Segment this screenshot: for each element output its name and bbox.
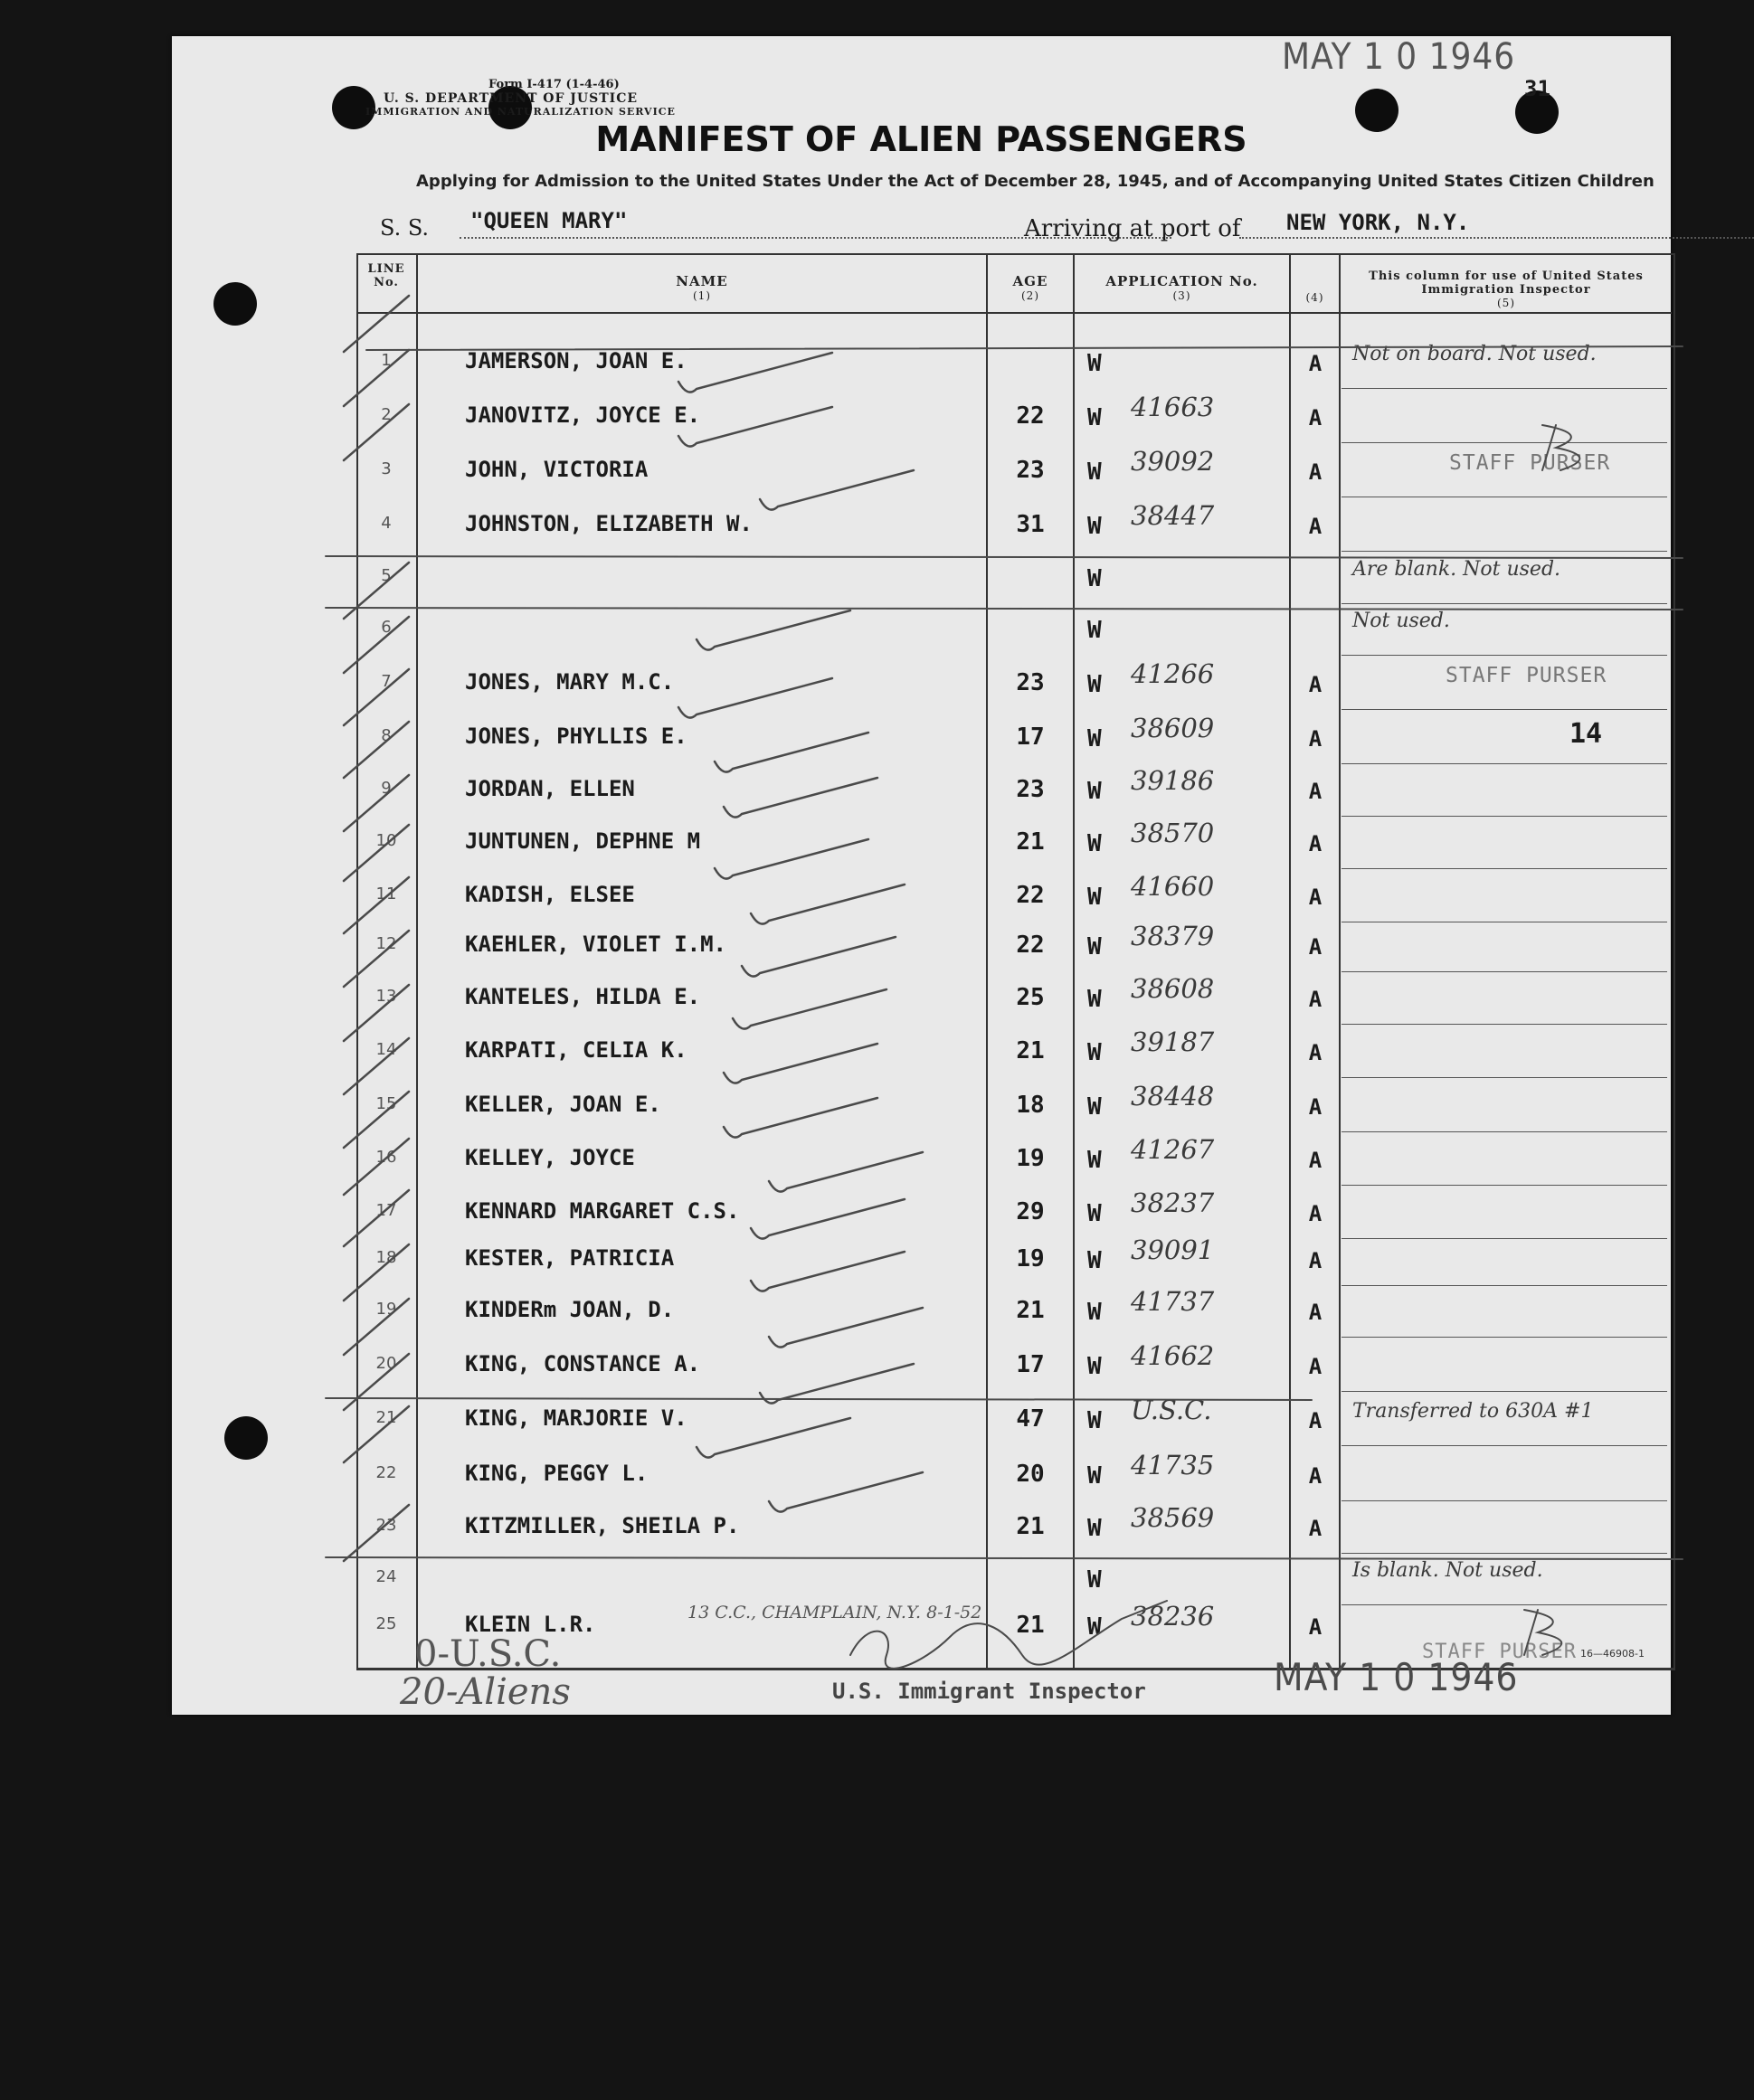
line-number: 25	[375, 1614, 397, 1633]
line-tick	[344, 722, 409, 778]
application-prefix: W	[1087, 617, 1102, 644]
application-number: 38379	[1131, 921, 1215, 951]
line-number: 23	[375, 1516, 397, 1535]
passenger-age: 23	[1016, 669, 1045, 696]
line-tick	[344, 775, 409, 831]
line-number: 21	[375, 1408, 397, 1427]
passenger-name: KESTER, PATRICIA	[465, 1245, 675, 1271]
application-number: 38609	[1131, 713, 1215, 743]
passenger-age: 22	[1016, 402, 1045, 430]
col-header-4: (4)	[1305, 291, 1324, 304]
application-prefix: W	[1087, 513, 1102, 540]
check-mark	[697, 1418, 850, 1458]
passenger-name: JAMERSON, JOAN E.	[465, 348, 687, 374]
date-stamp-bottom: MAY 1 0 1946	[1274, 1655, 1519, 1699]
application-number: 39091	[1131, 1234, 1215, 1265]
application-prefix: W	[1087, 933, 1102, 960]
line-number: 11	[375, 884, 397, 903]
line-tick	[344, 404, 409, 460]
inspector-label: U.S. Immigrant Inspector	[832, 1679, 1146, 1704]
strike-line	[366, 346, 1683, 350]
application-number: 38448	[1131, 1081, 1215, 1111]
passenger-age: 21	[1016, 1612, 1045, 1639]
line-number: 2	[381, 405, 392, 424]
line-number: 15	[375, 1094, 397, 1113]
passenger-name: KELLEY, JOYCE	[465, 1145, 635, 1170]
application-prefix: W	[1087, 1515, 1102, 1542]
status-code: A	[1308, 672, 1323, 697]
passenger-age: 19	[1016, 1145, 1045, 1172]
strike-line	[326, 556, 1683, 558]
check-mark	[733, 989, 886, 1029]
line-tick	[344, 1038, 409, 1094]
status-code: A	[1308, 1516, 1323, 1541]
port-name: NEW YORK, N.Y.	[1286, 210, 1470, 235]
check-mark	[751, 1252, 905, 1291]
passenger-name: KLEIN L.R.	[465, 1612, 596, 1637]
passenger-name: KINDERm JOAN, D.	[465, 1297, 675, 1322]
inspector-note: Are blank. Not used.	[1352, 558, 1561, 581]
application-prefix: W	[1087, 725, 1102, 752]
line-number: 10	[375, 831, 397, 850]
department-name: U. S. DEPARTMENT OF JUSTICE	[384, 91, 639, 106]
application-prefix: W	[1087, 1093, 1102, 1121]
col-header-application: APPLICATION No. (3)	[1105, 273, 1258, 302]
application-prefix: W	[1087, 884, 1102, 911]
application-number: 41266	[1131, 658, 1215, 689]
line-tick	[344, 985, 409, 1041]
passenger-name: JORDAN, ELLEN	[465, 776, 635, 801]
application-prefix: W	[1087, 1147, 1102, 1174]
line-number: 14	[375, 1040, 397, 1059]
check-mark	[678, 353, 832, 393]
line-number: 16	[375, 1148, 397, 1167]
application-prefix: W	[1087, 986, 1102, 1013]
date-stamp-top: MAY 1 0 1946	[1282, 36, 1516, 78]
status-code: A	[1308, 1354, 1323, 1379]
passenger-name: KENNARD MARGARET C.S.	[465, 1198, 740, 1224]
form-number: Form I-417 (1-4-46)	[488, 78, 620, 91]
passenger-name: JUNTUNEN, DEPHNE M	[465, 828, 701, 854]
signature-stroke	[850, 1601, 1167, 1669]
strike-line	[326, 608, 1683, 610]
application-number: 38569	[1131, 1502, 1215, 1533]
passenger-name: KADISH, ELSEE	[465, 882, 635, 907]
application-prefix: W	[1087, 1247, 1102, 1274]
application-prefix: W	[1087, 1462, 1102, 1490]
check-mark	[760, 1364, 914, 1404]
check-mark	[678, 407, 832, 447]
manifest-title: MANIFEST OF ALIEN PASSENGERS	[595, 119, 1247, 159]
application-prefix: W	[1087, 671, 1102, 698]
line-number: 8	[381, 726, 392, 745]
inspector-note: STAFF PURSER	[1446, 664, 1607, 687]
application-number: 38570	[1131, 818, 1215, 848]
line-number: 18	[375, 1248, 397, 1267]
inspector-note: Not used.	[1352, 610, 1450, 632]
check-mark	[769, 1472, 923, 1512]
check-mark	[769, 1308, 923, 1348]
passenger-name: KELLER, JOAN E.	[465, 1092, 661, 1117]
passenger-name: JANOVITZ, JOYCE E.	[465, 402, 701, 428]
status-code: A	[1308, 1201, 1323, 1226]
application-number: 41735	[1131, 1450, 1215, 1480]
passenger-name: KING, MARJORIE V.	[465, 1405, 687, 1431]
passenger-age: 29	[1016, 1198, 1045, 1225]
service-name: IMMIGRATION AND NATURALIZATION SERVICE	[365, 106, 676, 118]
port-label: Arriving at port of	[1024, 215, 1241, 242]
passenger-name: KARPATI, CELIA K.	[465, 1037, 687, 1063]
line-number: 6	[381, 618, 392, 637]
line-number: 3	[381, 459, 392, 478]
application-number: 41663	[1131, 392, 1215, 422]
col-header-inspector: This column for use of United States Immigration Inspector (5)	[1369, 270, 1644, 309]
manifest-subtitle: Applying for Admission to the United States Under the Act of December 28, 1945, and of Accompanying United States Citizen Children	[416, 172, 1654, 191]
application-prefix: W	[1087, 830, 1102, 857]
application-number: 39187	[1131, 1026, 1215, 1057]
status-code: A	[1308, 1300, 1323, 1325]
status-code: A	[1308, 459, 1323, 485]
check-mark	[760, 470, 914, 510]
line-number: 17	[375, 1201, 397, 1220]
line-tick	[344, 296, 409, 352]
application-prefix: W	[1087, 1613, 1102, 1641]
application-number: 41662	[1131, 1340, 1215, 1371]
application-prefix: W	[1087, 1299, 1102, 1326]
passenger-name: KITZMILLER, SHEILA P.	[465, 1513, 740, 1538]
check-mark	[751, 884, 905, 924]
application-number: 39186	[1131, 765, 1215, 796]
status-code: A	[1308, 987, 1323, 1012]
status-code: A	[1308, 726, 1323, 752]
application-number: 38447	[1131, 500, 1215, 531]
form-code: 16—46908-1	[1580, 1648, 1645, 1660]
check-mark	[769, 1152, 923, 1192]
application-number: 38236	[1131, 1601, 1215, 1632]
line-number: 13	[375, 987, 397, 1006]
passenger-name: KANTELES, HILDA E.	[465, 984, 701, 1009]
passenger-name: KING, PEGGY L.	[465, 1461, 649, 1486]
application-prefix: W	[1087, 404, 1102, 431]
initials-stroke	[1542, 425, 1579, 470]
passenger-age: 17	[1016, 1351, 1045, 1378]
line-tick	[344, 350, 409, 406]
line-number: 7	[381, 672, 392, 691]
passenger-age: 47	[1016, 1405, 1045, 1433]
check-mark	[751, 1199, 905, 1239]
application-number: 38608	[1131, 973, 1215, 1004]
check-mark	[724, 1098, 877, 1138]
passenger-age: 21	[1016, 1297, 1045, 1324]
check-mark	[724, 1044, 877, 1083]
status-code: A	[1308, 1094, 1323, 1120]
inspector-note: 14	[1569, 718, 1603, 750]
application-prefix: W	[1087, 1353, 1102, 1380]
application-number: 38237	[1131, 1187, 1215, 1218]
check-mark	[724, 778, 877, 818]
col-header-name: NAME (1)	[676, 273, 728, 302]
check-mark	[715, 839, 868, 879]
application-number: 41737	[1131, 1286, 1215, 1317]
passenger-age: 23	[1016, 457, 1045, 484]
passenger-name: KAEHLER, VIOLET I.M.	[465, 932, 726, 957]
status-code: A	[1308, 405, 1323, 430]
status-code: A	[1308, 1040, 1323, 1065]
passenger-age: 21	[1016, 1513, 1045, 1540]
line-tick	[344, 617, 409, 673]
row25-annotation: 13 C.C., CHAMPLAIN, N.Y. 8-1-52	[687, 1603, 982, 1622]
page-number: 31	[1524, 76, 1550, 101]
passenger-name: JOHN, VICTORIA	[465, 457, 649, 482]
passenger-age: 21	[1016, 1037, 1045, 1064]
application-number: 41267	[1131, 1134, 1215, 1165]
passenger-age: 25	[1016, 984, 1045, 1011]
status-code: A	[1308, 1463, 1323, 1489]
inspector-note: Is blank. Not used.	[1352, 1559, 1543, 1582]
tally-aliens: 20-Aliens	[400, 1671, 571, 1713]
line-number: 1	[381, 351, 392, 370]
line-number: 19	[375, 1300, 397, 1319]
application-prefix: W	[1087, 1200, 1102, 1227]
status-code: A	[1308, 1148, 1323, 1173]
line-tick	[344, 931, 409, 987]
passenger-age: 18	[1016, 1092, 1045, 1119]
status-code: A	[1308, 884, 1323, 910]
status-code: A	[1308, 831, 1323, 856]
line-number: 4	[381, 514, 392, 533]
inspector-note: STAFF PURSER	[1449, 451, 1611, 475]
passenger-age: 22	[1016, 932, 1045, 959]
check-mark	[742, 937, 896, 977]
status-code: A	[1308, 934, 1323, 960]
application-prefix: W	[1087, 459, 1102, 486]
status-code: A	[1308, 779, 1323, 804]
passenger-name: JONES, PHYLLIS E.	[465, 724, 687, 749]
line-tick	[344, 877, 409, 933]
tally-usc: 0-U.S.C.	[414, 1633, 562, 1675]
passenger-age: 23	[1016, 776, 1045, 803]
passenger-age: 17	[1016, 724, 1045, 751]
status-code: A	[1308, 1408, 1323, 1433]
line-tick	[344, 1139, 409, 1195]
col-header-line: LINE No.	[367, 262, 405, 289]
line-tick	[344, 1190, 409, 1246]
application-prefix: W	[1087, 565, 1102, 592]
passenger-age: 20	[1016, 1461, 1045, 1488]
strike-line	[326, 1398, 1312, 1400]
check-mark	[715, 733, 868, 772]
line-tick	[344, 1505, 409, 1561]
ship-name: "QUEEN MARY"	[470, 208, 628, 233]
status-code: A	[1308, 1614, 1323, 1640]
line-tick	[344, 1244, 409, 1301]
status-code: A	[1308, 1248, 1323, 1273]
initials-stroke	[1524, 1610, 1561, 1655]
inspector-note: Not on board. Not used.	[1352, 343, 1597, 365]
bottom-staff-purser-stamp: STAFF PURSER	[1422, 1641, 1577, 1663]
passenger-age: 19	[1016, 1245, 1045, 1272]
status-code: A	[1308, 351, 1323, 376]
col-header-age: AGE (2)	[1012, 273, 1048, 302]
passenger-age: 22	[1016, 882, 1045, 909]
application-number: 39092	[1131, 446, 1215, 477]
application-number: 41660	[1131, 871, 1215, 902]
line-tick	[344, 669, 409, 725]
passenger-age: 21	[1016, 828, 1045, 856]
application-prefix: W	[1087, 778, 1102, 805]
line-number: 5	[381, 566, 392, 585]
ship-label: S. S.	[380, 215, 430, 241]
status-code: A	[1308, 514, 1323, 539]
line-tick	[344, 1406, 409, 1462]
inspector-note: Transferred to 630A #1	[1352, 1400, 1594, 1423]
line-tick	[344, 563, 409, 619]
line-number: 12	[375, 934, 397, 953]
line-tick	[344, 1092, 409, 1148]
check-mark	[697, 610, 850, 650]
line-number: 22	[375, 1463, 397, 1482]
application-number: U.S.C.	[1131, 1395, 1212, 1425]
line-tick	[344, 1354, 409, 1410]
line-tick	[344, 825, 409, 881]
passenger-name: KING, CONSTANCE A.	[465, 1351, 701, 1376]
passenger-name: JONES, MARY M.C.	[465, 669, 675, 695]
line-number: 24	[375, 1567, 397, 1586]
line-tick	[344, 1299, 409, 1355]
line-number: 9	[381, 779, 392, 798]
check-mark	[678, 678, 832, 718]
application-prefix: W	[1087, 1566, 1102, 1594]
line-number: 20	[375, 1354, 397, 1373]
application-prefix: W	[1087, 350, 1102, 377]
strike-line	[326, 1557, 1683, 1559]
passenger-name: JOHNSTON, ELIZABETH W.	[465, 511, 753, 536]
passenger-age: 31	[1016, 511, 1045, 538]
application-prefix: W	[1087, 1407, 1102, 1434]
application-prefix: W	[1087, 1039, 1102, 1066]
